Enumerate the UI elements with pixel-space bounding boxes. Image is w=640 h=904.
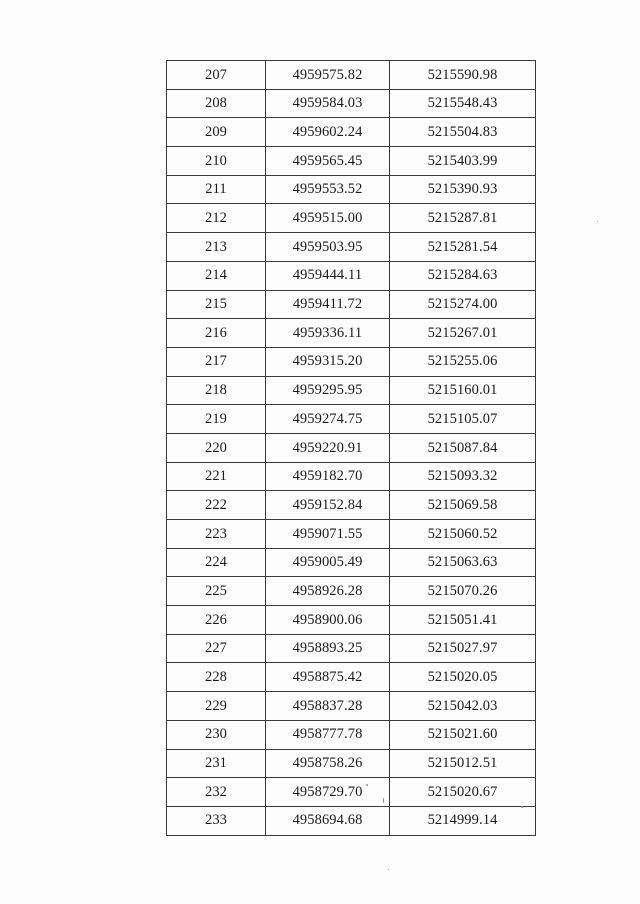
coordinate-table-body <box>167 61 536 836</box>
scan-speck <box>388 869 389 870</box>
table-row <box>167 89 536 118</box>
point-number-cell: 212 <box>167 204 266 233</box>
x-coordinate-cell: 4959515.00 <box>266 204 390 233</box>
point-number-cell: 222 <box>167 491 266 520</box>
table-row <box>167 233 536 262</box>
x-coordinate-cell: 4958729.70 <box>266 778 390 807</box>
scan-speck <box>383 798 384 803</box>
y-coordinate-cell: 5215160.01 <box>390 376 536 405</box>
y-coordinate-cell: 5215051.41 <box>390 606 536 635</box>
table-row <box>167 433 536 462</box>
scan-speck <box>366 784 368 786</box>
table-row <box>167 261 536 290</box>
y-coordinate-cell: 5215284.63 <box>390 261 536 290</box>
table-row <box>167 204 536 233</box>
table-row <box>167 606 536 635</box>
x-coordinate-cell: 4959565.45 <box>266 147 390 176</box>
point-number-cell: 233 <box>167 806 266 835</box>
x-coordinate-cell: 4958758.26 <box>266 749 390 778</box>
table-row <box>167 405 536 434</box>
point-number-cell: 229 <box>167 692 266 721</box>
y-coordinate-cell: 5215403.99 <box>390 147 536 176</box>
table-row <box>167 663 536 692</box>
y-coordinate-cell: 5215548.43 <box>390 89 536 118</box>
y-coordinate-cell: 5215042.03 <box>390 692 536 721</box>
table-row <box>167 376 536 405</box>
y-coordinate-cell: 5215087.84 <box>390 433 536 462</box>
x-coordinate-cell: 4959182.70 <box>266 462 390 491</box>
point-number-cell: 220 <box>167 433 266 462</box>
point-number-cell: 227 <box>167 634 266 663</box>
x-coordinate-cell: 4959071.55 <box>266 520 390 549</box>
point-number-cell: 228 <box>167 663 266 692</box>
y-coordinate-cell: 5215590.98 <box>390 61 536 90</box>
table-row <box>167 462 536 491</box>
table-row <box>167 548 536 577</box>
x-coordinate-cell: 4959575.82 <box>266 61 390 90</box>
y-coordinate-cell: 5215020.67 <box>390 778 536 807</box>
y-coordinate-cell: 5215060.52 <box>390 520 536 549</box>
x-coordinate-cell: 4958893.25 <box>266 634 390 663</box>
x-coordinate-cell: 4959553.52 <box>266 175 390 204</box>
point-number-cell: 224 <box>167 548 266 577</box>
point-number-cell: 223 <box>167 520 266 549</box>
scan-speck <box>597 221 598 222</box>
y-coordinate-cell: 5215105.07 <box>390 405 536 434</box>
y-coordinate-cell: 5215021.60 <box>390 720 536 749</box>
point-number-cell: 226 <box>167 606 266 635</box>
y-coordinate-cell: 5215504.83 <box>390 118 536 147</box>
table-row <box>167 692 536 721</box>
table-row <box>167 61 536 90</box>
table-row <box>167 720 536 749</box>
x-coordinate-cell: 4958926.28 <box>266 577 390 606</box>
x-coordinate-cell: 4959295.95 <box>266 376 390 405</box>
x-coordinate-cell: 4959315.20 <box>266 347 390 376</box>
y-coordinate-cell: 5214999.14 <box>390 806 536 835</box>
point-number-cell: 214 <box>167 261 266 290</box>
table-row <box>167 290 536 319</box>
x-coordinate-cell: 4959584.03 <box>266 89 390 118</box>
x-coordinate-cell: 4959274.75 <box>266 405 390 434</box>
x-coordinate-cell: 4959152.84 <box>266 491 390 520</box>
y-coordinate-cell: 5215255.06 <box>390 347 536 376</box>
x-coordinate-cell: 4958777.78 <box>266 720 390 749</box>
y-coordinate-cell: 5215267.01 <box>390 319 536 348</box>
x-coordinate-cell: 4958900.06 <box>266 606 390 635</box>
table-row <box>167 118 536 147</box>
x-coordinate-cell: 4959602.24 <box>266 118 390 147</box>
y-coordinate-cell: 5215027.97 <box>390 634 536 663</box>
table-row <box>167 577 536 606</box>
point-number-cell: 225 <box>167 577 266 606</box>
y-coordinate-cell: 5215287.81 <box>390 204 536 233</box>
point-number-cell: 210 <box>167 147 266 176</box>
point-number-cell: 219 <box>167 405 266 434</box>
point-number-cell: 216 <box>167 319 266 348</box>
table-row <box>167 778 536 807</box>
table-row <box>167 175 536 204</box>
point-number-cell: 232 <box>167 778 266 807</box>
y-coordinate-cell: 5215281.54 <box>390 233 536 262</box>
point-number-cell: 211 <box>167 175 266 204</box>
table-row <box>167 147 536 176</box>
y-coordinate-cell: 5215274.00 <box>390 290 536 319</box>
point-number-cell: 221 <box>167 462 266 491</box>
table-row <box>167 319 536 348</box>
x-coordinate-cell: 4959336.11 <box>266 319 390 348</box>
y-coordinate-cell: 5215063.63 <box>390 548 536 577</box>
point-number-cell: 213 <box>167 233 266 262</box>
table-row <box>167 491 536 520</box>
point-number-cell: 207 <box>167 61 266 90</box>
point-number-cell: 231 <box>167 749 266 778</box>
table-row <box>167 749 536 778</box>
x-coordinate-cell: 4958837.28 <box>266 692 390 721</box>
y-coordinate-cell: 5215020.05 <box>390 663 536 692</box>
scan-speck <box>521 806 523 808</box>
coordinate-table <box>166 60 536 836</box>
point-number-cell: 217 <box>167 347 266 376</box>
x-coordinate-cell: 4959005.49 <box>266 548 390 577</box>
y-coordinate-cell: 5215069.58 <box>390 491 536 520</box>
point-number-cell: 218 <box>167 376 266 405</box>
table-row <box>167 634 536 663</box>
x-coordinate-cell: 4959444.11 <box>266 261 390 290</box>
y-coordinate-cell: 5215070.26 <box>390 577 536 606</box>
point-number-cell: 208 <box>167 89 266 118</box>
table-row <box>167 347 536 376</box>
table-row <box>167 806 536 835</box>
x-coordinate-cell: 4958694.68 <box>266 806 390 835</box>
x-coordinate-cell: 4958875.42 <box>266 663 390 692</box>
y-coordinate-cell: 5215390.93 <box>390 175 536 204</box>
y-coordinate-cell: 5215012.51 <box>390 749 536 778</box>
x-coordinate-cell: 4959411.72 <box>266 290 390 319</box>
table-row <box>167 520 536 549</box>
point-number-cell: 230 <box>167 720 266 749</box>
point-number-cell: 209 <box>167 118 266 147</box>
x-coordinate-cell: 4959503.95 <box>266 233 390 262</box>
point-number-cell: 215 <box>167 290 266 319</box>
y-coordinate-cell: 5215093.32 <box>390 462 536 491</box>
x-coordinate-cell: 4959220.91 <box>266 433 390 462</box>
